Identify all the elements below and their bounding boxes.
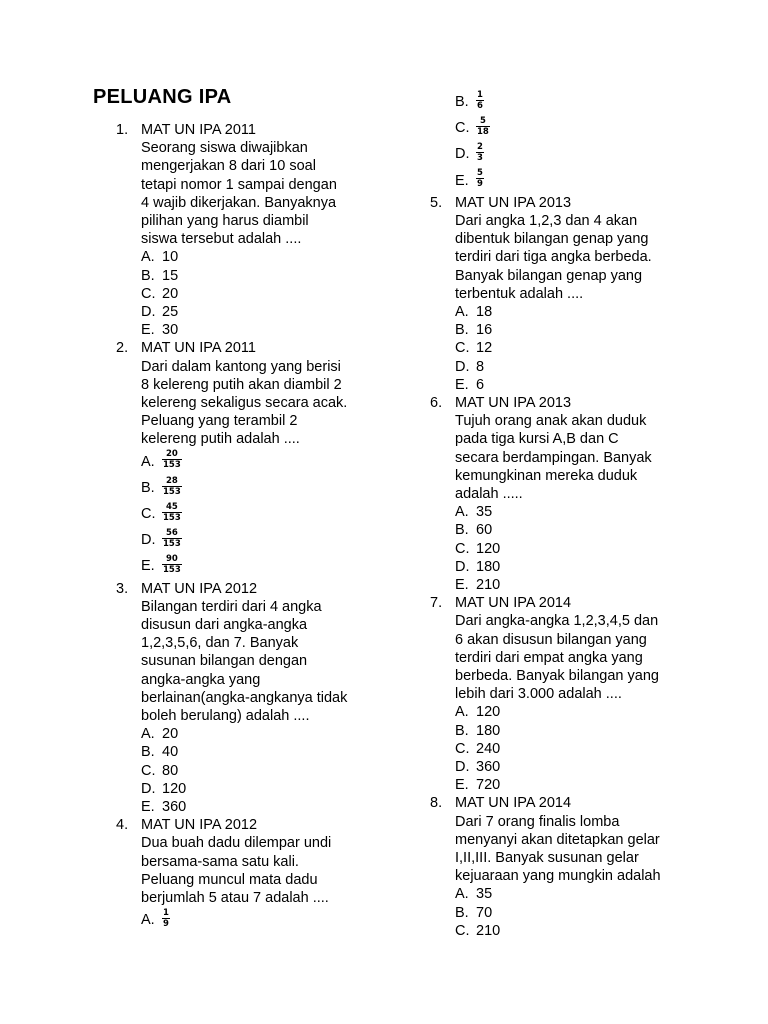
option-letter: C. — [455, 740, 470, 757]
question-item — [430, 794, 710, 940]
option-value: 25 — [162, 304, 179, 321]
question-number: 8. — [430, 795, 443, 812]
question-item — [116, 339, 376, 579]
option-letter: D. — [455, 759, 470, 776]
fraction-numerator: 2 — [477, 142, 483, 153]
fraction-numerator: 20 — [165, 449, 178, 460]
answer-options — [455, 89, 710, 194]
answer-options — [455, 303, 710, 394]
question-text-line: 8 kelereng putih akan diambil 2 — [141, 376, 342, 393]
option-letter: E. — [455, 777, 469, 794]
question-text-line: adalah ..... — [455, 486, 523, 502]
question-text-line: Dari angka 1,2,3 dan 4 akan — [455, 212, 638, 229]
option-value: 8 — [476, 358, 485, 375]
answer-option — [455, 358, 710, 376]
option-letter: A. — [455, 504, 469, 521]
question-text-line: menyanyi akan ditetapkan gelar — [455, 831, 660, 848]
option-letter: A. — [141, 249, 155, 266]
option-letter: A. — [141, 453, 155, 470]
question-text-line: berjumlah 5 atau 7 adalah .... — [141, 890, 329, 907]
option-fraction — [476, 116, 490, 137]
question-text-line: Dari angka-angka 1,2,3,4,5 dan — [455, 613, 659, 630]
question-source: MAT UN IPA 2011 — [141, 340, 256, 357]
question-text-line: I,II,III. Banyak susunan gelar — [455, 850, 639, 867]
option-letter: E. — [141, 799, 155, 816]
question-item-continued — [430, 89, 710, 194]
option-fraction — [476, 142, 484, 163]
option-value: 40 — [162, 744, 179, 761]
question-text-line: Peluang muncul mata dadu — [141, 871, 318, 888]
answer-option — [455, 776, 710, 794]
option-value: 10 — [162, 249, 179, 266]
fraction-numerator: 5 — [477, 168, 483, 179]
answer-option — [455, 904, 710, 922]
option-letter: E. — [455, 577, 469, 594]
question-text-line: 6 akan disusun bilangan yang — [455, 631, 647, 648]
option-fraction — [162, 554, 182, 575]
answer-option — [141, 907, 376, 933]
question-text-line: disusun dari angka-angka — [141, 617, 308, 633]
answer-option — [141, 725, 376, 743]
option-value: 6 — [476, 376, 485, 393]
option-letter: B. — [455, 904, 469, 921]
right-column — [430, 89, 710, 940]
option-letter: B. — [455, 322, 469, 339]
answer-option — [455, 722, 710, 740]
option-letter: D. — [141, 304, 156, 321]
left-column — [116, 121, 376, 933]
question-text-line: mengerjakan 8 dari 10 soal — [141, 158, 316, 175]
question-source: MAT UN IPA 2012 — [141, 580, 258, 597]
question-text-line: kemungkinan mereka duduk — [455, 467, 638, 484]
option-value: 15 — [162, 267, 179, 284]
answer-options — [141, 725, 376, 816]
question-text-line: secara berdampingan. Banyak — [455, 449, 652, 466]
fraction-numerator: 1 — [477, 89, 483, 100]
answer-options — [455, 503, 710, 594]
question-source: MAT UN IPA 2013 — [455, 394, 572, 411]
option-letter: D. — [141, 532, 156, 549]
option-letter: C. — [455, 120, 470, 137]
option-value: 80 — [162, 762, 179, 779]
question-source: MAT UN IPA 2012 — [141, 817, 258, 834]
option-value: 20 — [162, 726, 179, 743]
answer-option — [141, 798, 376, 816]
option-fraction — [162, 476, 182, 497]
question-number: 1. — [116, 122, 129, 138]
option-letter: E. — [455, 172, 469, 189]
option-fraction — [476, 168, 484, 189]
question-number: 6. — [430, 394, 443, 411]
question-item — [430, 194, 710, 394]
option-value: 70 — [476, 904, 493, 921]
answer-option — [141, 501, 376, 527]
question-text-line: angka-angka yang — [141, 671, 261, 688]
fraction-denominator: 153 — [163, 460, 181, 471]
option-letter: A. — [455, 303, 469, 320]
fraction-denominator: 153 — [163, 512, 181, 523]
answer-option — [455, 503, 710, 521]
option-fraction — [162, 449, 182, 470]
answer-option — [141, 267, 376, 285]
option-value: 180 — [476, 558, 501, 575]
answer-options — [141, 907, 376, 933]
question-text-line: 4 wajib dikerjakan. Banyaknya — [141, 194, 337, 211]
answer-option — [455, 321, 710, 339]
answer-option — [455, 758, 710, 776]
option-value: 35 — [476, 504, 493, 521]
option-value: 60 — [476, 522, 493, 539]
question-text-line: kelereng sekaligus secara acak. — [141, 395, 348, 412]
fraction-denominator: 3 — [477, 153, 483, 164]
fraction-numerator: 1 — [163, 907, 169, 918]
fraction-denominator: 153 — [163, 565, 181, 576]
question-text-line: terdiri dari tiga angka berbeda. — [455, 249, 652, 266]
question-text-line: Seorang siswa diwajibkan — [141, 140, 308, 157]
option-letter: A. — [141, 912, 155, 929]
option-value: 120 — [162, 780, 187, 797]
fraction-denominator: 153 — [163, 486, 181, 497]
option-letter: D. — [455, 146, 470, 163]
question-text-line: tetapi nomor 1 sampai dengan — [141, 176, 337, 193]
question-number: 5. — [430, 194, 443, 211]
fraction-denominator: 18 — [477, 126, 489, 137]
question-text-line: Dari 7 orang finalis lomba — [455, 813, 620, 830]
question-text-line: dibentuk bilangan genap yang — [455, 231, 649, 248]
question-text-line: terdiri dari empat angka yang — [455, 649, 643, 666]
option-value: 120 — [476, 540, 501, 557]
question-source: MAT UN IPA 2014 — [455, 795, 572, 812]
option-value: 360 — [162, 799, 187, 816]
option-letter: C. — [141, 285, 156, 302]
option-letter: E. — [141, 558, 155, 575]
option-value: 30 — [162, 322, 179, 339]
answer-option — [141, 449, 376, 475]
answer-option — [141, 475, 376, 501]
answer-option — [141, 780, 376, 798]
question-text-line: Tujuh orang anak akan duduk — [455, 413, 647, 430]
fraction-denominator: 153 — [163, 538, 181, 549]
question-text-line: Bilangan terdiri dari 4 angka — [141, 598, 322, 615]
option-letter: A. — [141, 726, 155, 743]
answer-options — [455, 703, 710, 794]
option-fraction — [162, 502, 182, 523]
option-letter: E. — [141, 322, 155, 339]
answer-option — [455, 885, 710, 903]
answer-option — [455, 740, 710, 758]
question-source: MAT UN IPA 2014 — [455, 595, 572, 612]
option-letter: C. — [141, 762, 156, 779]
answer-option — [141, 762, 376, 780]
answer-option — [455, 558, 710, 576]
fraction-denominator: 6 — [477, 100, 483, 111]
answer-option — [141, 553, 376, 579]
answer-option — [141, 743, 376, 761]
question-text-line: Banyak bilangan genap yang — [455, 267, 643, 284]
question-item — [430, 594, 710, 794]
option-letter: D. — [455, 558, 470, 575]
fraction-numerator: 28 — [165, 475, 178, 486]
question-text-line: bersama-sama satu kali. — [141, 853, 299, 870]
option-value: 240 — [476, 740, 501, 757]
option-fraction — [476, 90, 484, 111]
answer-options — [141, 449, 376, 580]
answer-option — [455, 376, 710, 394]
question-number: 3. — [116, 580, 129, 597]
answer-options — [141, 248, 376, 339]
question-item — [116, 816, 376, 933]
question-text-line: susunan bilangan dengan — [141, 653, 308, 670]
question-text-line: boleh berulang) adalah .... — [141, 708, 310, 725]
question-text-line: Peluang yang terambil 2 — [141, 413, 298, 430]
option-letter: B. — [141, 744, 155, 761]
option-value: 18 — [476, 303, 493, 320]
question-number: 7. — [430, 595, 443, 612]
option-value: 120 — [476, 704, 501, 721]
question-text-line: kelereng putih adalah .... — [141, 431, 300, 448]
option-letter: A. — [455, 886, 469, 903]
answer-option — [141, 303, 376, 321]
option-letter: B. — [141, 479, 155, 496]
answer-option — [455, 540, 710, 558]
option-value: 720 — [476, 777, 501, 794]
fraction-denominator: 9 — [477, 179, 483, 190]
option-letter: E. — [455, 376, 469, 393]
option-letter: B. — [455, 522, 469, 539]
question-text-line: pada tiga kursi A,B dan C — [455, 431, 619, 448]
option-value: 210 — [476, 922, 501, 939]
option-fraction — [162, 528, 182, 549]
fraction-numerator: 45 — [165, 501, 178, 512]
answer-option — [455, 339, 710, 357]
question-item — [116, 121, 376, 339]
fraction-numerator: 5 — [479, 115, 486, 126]
answer-option — [455, 922, 710, 940]
answer-option — [455, 303, 710, 321]
question-text-line: kejuaraan yang mungkin adalah — [455, 868, 661, 885]
option-value: 360 — [476, 759, 501, 776]
answer-option — [455, 89, 710, 115]
page-title: PELUANG IPA — [93, 86, 232, 108]
option-letter: B. — [455, 94, 469, 110]
option-letter: D. — [455, 358, 470, 375]
answer-option — [455, 168, 710, 194]
question-number: 4. — [116, 817, 129, 834]
option-letter: A. — [455, 704, 469, 721]
option-value: 16 — [476, 322, 493, 339]
option-value: 35 — [476, 886, 493, 903]
answer-option — [455, 115, 710, 141]
question-source: MAT UN IPA 2013 — [455, 194, 572, 211]
question-text-line: pilihan yang harus diambil — [141, 213, 309, 230]
option-letter: B. — [141, 267, 155, 284]
answer-option — [455, 576, 710, 594]
answer-option — [455, 141, 710, 167]
option-letter: C. — [455, 540, 470, 557]
fraction-numerator: 90 — [165, 554, 178, 565]
question-source: MAT UN IPA 2011 — [141, 122, 256, 138]
question-text-line: lebih dari 3.000 adalah .... — [455, 686, 622, 703]
option-value: 210 — [476, 577, 501, 594]
option-letter: C. — [455, 340, 470, 357]
option-letter: B. — [455, 722, 469, 739]
answer-option — [141, 527, 376, 553]
option-letter: C. — [455, 922, 470, 939]
option-value: 180 — [476, 722, 501, 739]
fraction-numerator: 56 — [165, 527, 178, 538]
question-text-line: Dua buah dadu dilempar undi — [141, 835, 332, 852]
answer-option — [455, 521, 710, 539]
answer-options — [455, 885, 710, 940]
question-text-line: berlainan(angka-angkanya tidak — [141, 689, 348, 706]
option-letter: C. — [141, 506, 156, 523]
answer-option — [141, 285, 376, 303]
question-item — [116, 580, 376, 817]
question-text-line: siswa tersebut adalah .... — [141, 231, 302, 248]
question-text-line: 1,2,3,5,6, dan 7. Banyak — [141, 635, 299, 652]
answer-option — [455, 703, 710, 721]
question-text-line: Dari dalam kantong yang berisi — [141, 358, 341, 375]
fraction-denominator: 9 — [163, 918, 169, 929]
question-number: 2. — [116, 340, 129, 357]
option-value: 20 — [162, 285, 179, 302]
option-value: 12 — [476, 340, 493, 357]
option-fraction — [162, 908, 170, 929]
question-item — [430, 394, 710, 594]
answer-option — [141, 321, 376, 339]
question-text-line: terbentuk adalah .... — [455, 285, 584, 302]
answer-option — [141, 248, 376, 266]
option-letter: D. — [141, 780, 156, 797]
question-text-line: berbeda. Banyak bilangan yang — [455, 668, 659, 685]
